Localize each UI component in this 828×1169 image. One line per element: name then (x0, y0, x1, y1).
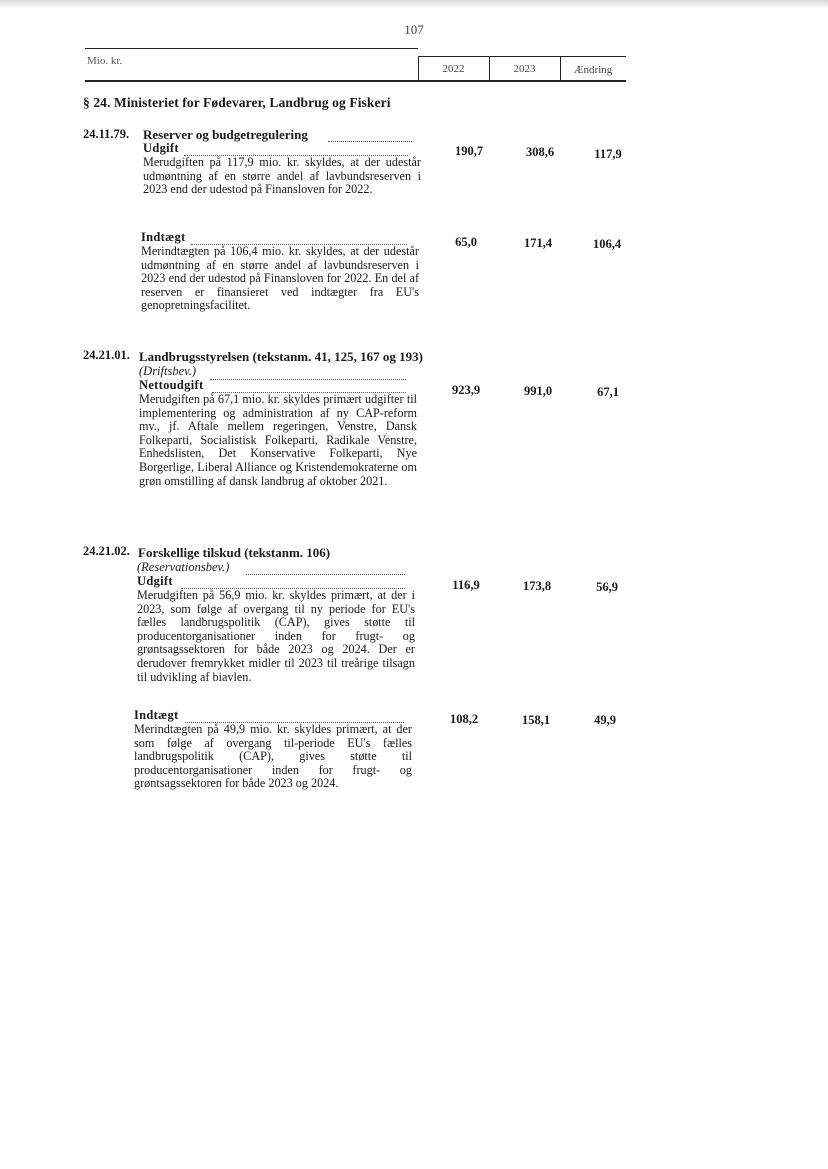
header-top-rule-right (418, 56, 626, 57)
value-2022: 190,7 (454, 144, 484, 158)
value-2023: 158,1 (521, 713, 551, 727)
value-2023: 991,0 (523, 384, 553, 398)
value-2023: 171,4 (523, 236, 553, 250)
value-change: 67,1 (597, 385, 619, 399)
row-description: Merindtægten på 49,9 mio. kr. skyldes primært, at der som følge af overgang til-periode EU's fælles landbrugspolitik (CAP), gives støtte til producentorganisationer inden for frugt- og grøntsagssektoren for både 2023 og 2024. (134, 722, 412, 791)
value-2022: 108,2 (449, 712, 479, 726)
page-number: 107 (404, 22, 424, 37)
value-change: 49,9 (594, 713, 616, 727)
value-2022: 116,9 (452, 578, 480, 592)
section-title: § 24. Ministeriet for Fødevarer, Landbrug og Fiskeri (83, 95, 391, 110)
row-description: Merindtægten på 106,4 mio. kr. skyldes, at der udestår udmøntning af en større andel af lavbundsreserven i 2023 end der udestod på Finansloven for 2022. En del af reserven er finansieret ved indtægter fra EU's genopretningsfacilitet. (141, 244, 419, 313)
row-description: Merudgiften på 56,9 mio. kr. skyldes primært, at der i 2023, som følge af overgang til ny periode for EU's fælles landbrugspolitik (CAP), gives støtte til producentorganisationer inden for frugt- og grøntsagssektoren for både 2023 og 2024. Der er derudover fremrykket midler til 2023 til treårige tilsagn til udvikling af biavlen. (137, 588, 415, 684)
item-title: Reserver og budgetregulering (143, 127, 308, 142)
item-code: 24.21.01. (83, 348, 130, 362)
value-change: 106,4 (592, 237, 622, 251)
dot-leader (185, 708, 404, 723)
row-label: Nettoudgift (139, 378, 204, 392)
scan-edge (0, 0, 828, 9)
item-code: 24.11.79. (83, 127, 130, 141)
column-2023: 2023 (513, 63, 536, 75)
item-code: 24.21.02. (83, 544, 130, 558)
row-label: Udgift (143, 141, 179, 155)
appropriation-type: (Driftsbev.) (139, 364, 197, 378)
value-change: 56,9 (596, 580, 618, 594)
item-title: Landbrugsstyrelsen (tekstanm. 41, 125, 167 og 193) (139, 349, 423, 364)
column-2022: 2022 (442, 63, 465, 75)
unit-label: Mio. kr. (87, 55, 123, 67)
dot-leader (246, 560, 405, 575)
value-change: 117,9 (594, 147, 622, 161)
dot-leader (184, 141, 408, 156)
value-2022: 65,0 (455, 235, 477, 249)
row-label: Indtægt (141, 230, 186, 244)
dot-leader (191, 230, 407, 245)
dot-leader (328, 127, 412, 142)
row-description: Merudgiften på 67,1 mio. kr. skyldes primært udgifter til implementering og administration af ny CAP-reform mv., jf. Aftale mellem regeringen, Venstre, Dansk Folkeparti, Socialistisk Folkeparti, Radikale Venstre, Enhedslisten, Det Konservative Folkeparti, Nye Borgerlige, Liberal Alliance og Kristendemokraterne om grøn omstilling af dansk landbrug af oktober 2021. (139, 392, 417, 488)
value-2022: 923,9 (451, 383, 481, 397)
row-label: Indtægt (134, 708, 179, 722)
dot-leader (212, 378, 406, 393)
item-title: Forskellige tilskud (tekstanm. 106) (138, 545, 331, 560)
appropriation-type: (Reservationsbev.) (137, 560, 230, 574)
dot-leader (181, 574, 405, 589)
header-bottom-rule (85, 80, 626, 82)
row-description: Merudgiften på 117,9 mio. kr. skyldes, at der udestår udmøntning af en større andel af lavbundsreserven i 2023 end der udestod på Finansloven for 2022. (143, 155, 421, 197)
header-top-rule (85, 48, 418, 49)
value-2023: 308,6 (525, 145, 555, 159)
column-change: Ændring (573, 64, 613, 76)
value-2023: 173,8 (522, 579, 552, 593)
row-label: Udgift (137, 574, 173, 588)
